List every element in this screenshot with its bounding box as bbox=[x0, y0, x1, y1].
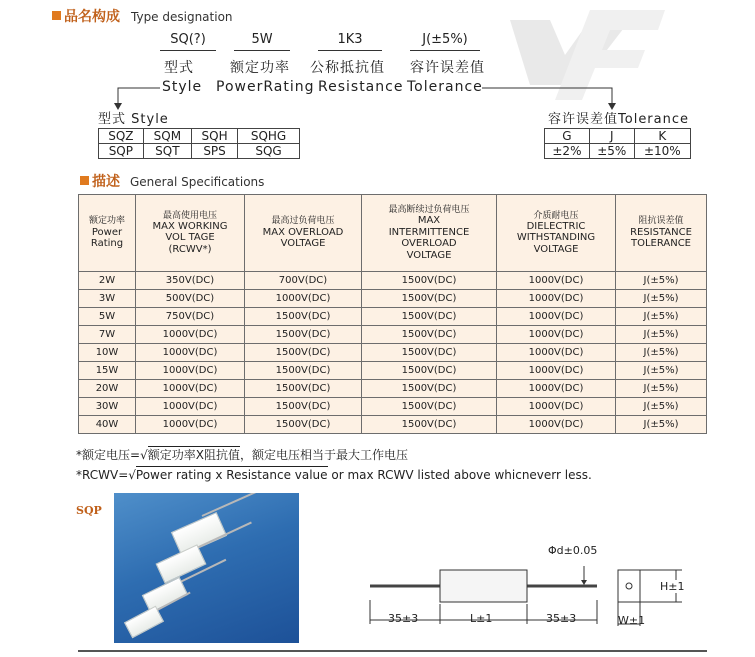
code-resistance: 1K3 bbox=[337, 32, 363, 47]
table-cell: SQHG bbox=[238, 129, 300, 144]
note-rated-voltage bbox=[76, 446, 408, 463]
table-row bbox=[79, 272, 707, 290]
table-cell: 1000V(DC) bbox=[136, 326, 245, 344]
header-cn: 阻抗误差值 bbox=[638, 216, 684, 227]
label-tolerance-cn: 容许误差值 bbox=[410, 60, 485, 76]
table-cell: 1500V(DC) bbox=[245, 326, 362, 344]
table-row bbox=[79, 308, 707, 326]
body-width: W±1 bbox=[618, 614, 646, 627]
table-row bbox=[545, 144, 691, 159]
lead-diameter-label: Φd±0.05 bbox=[548, 544, 598, 557]
table-cell: 1500V(DC) bbox=[362, 344, 497, 362]
label-power-cn: 额定功率 bbox=[230, 60, 290, 76]
table-cell: 1500V(DC) bbox=[362, 272, 497, 290]
table-cell: SQP bbox=[99, 144, 144, 159]
table-cell: 1000V(DC) bbox=[136, 380, 245, 398]
body-length: L±1 bbox=[470, 612, 493, 625]
header-en: RESISTANCE bbox=[630, 226, 692, 238]
table-cell: 750V(DC) bbox=[136, 308, 245, 326]
header-en: (RCWV*) bbox=[168, 243, 212, 255]
table-cell: 2W bbox=[79, 272, 136, 290]
table-cell: 1500V(DC) bbox=[245, 344, 362, 362]
table-cell: J(±5%) bbox=[616, 290, 707, 308]
table-cell: SQM bbox=[143, 129, 191, 144]
label-tolerance-en: Tolerance bbox=[407, 79, 483, 95]
table-cell: 1500V(DC) bbox=[362, 416, 497, 434]
table-cell: 3W bbox=[79, 290, 136, 308]
table-cell: 1500V(DC) bbox=[245, 380, 362, 398]
table-cell: 1500V(DC) bbox=[245, 308, 362, 326]
table-cell: 1000V(DC) bbox=[136, 362, 245, 380]
table-row bbox=[79, 290, 707, 308]
sqrt-icon: √ bbox=[128, 468, 136, 482]
style-table bbox=[98, 128, 300, 159]
table-row bbox=[545, 129, 691, 144]
table-cell: 1500V(DC) bbox=[362, 398, 497, 416]
specifications-body bbox=[79, 272, 707, 434]
table-cell: 30W bbox=[79, 398, 136, 416]
table-cell: 40W bbox=[79, 416, 136, 434]
table-cell: SQZ bbox=[99, 129, 144, 144]
header-max-working-voltage bbox=[136, 195, 245, 272]
table-cell: J(±5%) bbox=[616, 308, 707, 326]
bottom-rule bbox=[78, 650, 707, 652]
right-lead-length: 35±3 bbox=[546, 612, 577, 625]
table-cell: SQT bbox=[143, 144, 191, 159]
type-designation-title-cn: 品名构成 bbox=[64, 9, 120, 25]
tolerance-title bbox=[548, 108, 689, 127]
header-en: VOL TAGE bbox=[165, 232, 215, 244]
code-tolerance: J(±5%) bbox=[422, 32, 468, 47]
table-row bbox=[79, 344, 707, 362]
header-en: VOLTAGE bbox=[406, 249, 452, 261]
table-cell: 350V(DC) bbox=[136, 272, 245, 290]
tolerance-title-cn: 容许误差值 bbox=[548, 112, 619, 127]
note1-suffix: ，额定电压相当于最大工作电压 bbox=[239, 448, 408, 462]
left-lead-length: 35±3 bbox=[388, 612, 419, 625]
table-cell: 1000V(DC) bbox=[497, 362, 616, 380]
header-en: MAX WORKING bbox=[152, 220, 228, 232]
table-cell: J(±5%) bbox=[616, 362, 707, 380]
header-cn: 最高过负荷电压 bbox=[271, 216, 335, 227]
header-resistance-tolerance bbox=[616, 195, 707, 272]
table-cell: ±10% bbox=[634, 144, 690, 159]
label-resistance-en: Resistance bbox=[318, 79, 404, 95]
header-max-overload-voltage bbox=[245, 195, 362, 272]
header-cn: 最高断续过负荷电压 bbox=[388, 204, 470, 215]
table-row bbox=[99, 144, 300, 159]
specs-title-cn: 描述 bbox=[92, 174, 120, 190]
table-cell: 1500V(DC) bbox=[362, 362, 497, 380]
table-cell: 1500V(DC) bbox=[362, 326, 497, 344]
header-en: WITHSTANDING bbox=[516, 232, 596, 244]
table-row bbox=[79, 398, 707, 416]
header-cn: 介质耐电压 bbox=[533, 210, 579, 221]
header-en: MAX bbox=[417, 215, 441, 227]
table-cell: 1000V(DC) bbox=[497, 272, 616, 290]
table-cell: K bbox=[634, 129, 690, 144]
note2-radicand: Power rating x Resistance value bbox=[135, 468, 328, 482]
table-header-row bbox=[79, 195, 707, 272]
note2-suffix: or max RCWV listed above whicneverr less. bbox=[327, 468, 592, 482]
label-style-cn: 型式 bbox=[164, 60, 194, 76]
table-cell: 5W bbox=[79, 308, 136, 326]
table-cell: 1000V(DC) bbox=[497, 344, 616, 362]
table-cell: J(±5%) bbox=[616, 380, 707, 398]
tolerance-title-en: Tolerance bbox=[618, 112, 690, 127]
table-cell: 1000V(DC) bbox=[497, 326, 616, 344]
code-style: SQ(?) bbox=[170, 32, 206, 47]
table-cell: 500V(DC) bbox=[136, 290, 245, 308]
header-en: INTERMITTENCE bbox=[388, 226, 470, 238]
header-cn: 最高使用电压 bbox=[162, 210, 217, 221]
table-cell: 1000V(DC) bbox=[497, 290, 616, 308]
table-row bbox=[79, 416, 707, 434]
table-cell: 10W bbox=[79, 344, 136, 362]
note1-prefix: *额定电压= bbox=[76, 448, 141, 462]
table-cell: 1500V(DC) bbox=[362, 308, 497, 326]
header-en: VOLTAGE bbox=[533, 243, 579, 255]
table-cell: 1000V(DC) bbox=[245, 290, 362, 308]
sqp-label: SQP bbox=[76, 504, 102, 517]
table-cell: 15W bbox=[79, 362, 136, 380]
style-title bbox=[98, 108, 169, 127]
label-resistance-cn: 公称抵抗值 bbox=[310, 60, 385, 76]
code-power: 5W bbox=[251, 32, 273, 47]
table-cell: 1500V(DC) bbox=[362, 290, 497, 308]
table-cell: 20W bbox=[79, 380, 136, 398]
table-cell: J(±5%) bbox=[616, 416, 707, 434]
table-cell: 1000V(DC) bbox=[497, 380, 616, 398]
sqrt-icon: √ bbox=[140, 448, 148, 462]
table-cell: G bbox=[545, 129, 590, 144]
table-cell: 1000V(DC) bbox=[497, 416, 616, 434]
header-en: TOLERANCE bbox=[630, 238, 692, 250]
table-cell: 1500V(DC) bbox=[245, 416, 362, 434]
table-cell: 1500V(DC) bbox=[245, 398, 362, 416]
note1-radicand: 额定功率X阻抗值 bbox=[147, 448, 240, 462]
table-cell: 1000V(DC) bbox=[497, 398, 616, 416]
table-cell: SQH bbox=[192, 129, 238, 144]
table-cell: SPS bbox=[192, 144, 238, 159]
specifications-table bbox=[78, 194, 707, 434]
header-max-intermittence-voltage bbox=[362, 195, 497, 272]
resistor-body bbox=[124, 606, 164, 639]
table-cell: 1000V(DC) bbox=[497, 308, 616, 326]
table-cell: 1000V(DC) bbox=[136, 398, 245, 416]
table-cell: J(±5%) bbox=[616, 398, 707, 416]
table-cell: J(±5%) bbox=[616, 344, 707, 362]
table-row bbox=[79, 362, 707, 380]
section-marker-icon bbox=[80, 176, 89, 185]
specs-title-en: General Specifications bbox=[130, 175, 265, 189]
header-cn: 额定功率 bbox=[88, 216, 125, 227]
note2-prefix: *RCWV= bbox=[76, 468, 129, 482]
tolerance-table bbox=[544, 128, 691, 159]
header-en: Power bbox=[91, 226, 123, 238]
table-cell: 1500V(DC) bbox=[362, 380, 497, 398]
style-title-cn: 型式 bbox=[98, 112, 127, 127]
label-power-en: PowerRating bbox=[216, 79, 315, 95]
table-cell: J bbox=[589, 129, 634, 144]
table-cell: ±2% bbox=[545, 144, 590, 159]
header-power-rating bbox=[79, 195, 136, 272]
table-cell: 1000V(DC) bbox=[136, 416, 245, 434]
body-height: H±1 bbox=[660, 580, 685, 593]
style-title-en: Style bbox=[131, 112, 169, 127]
dimension-diagram bbox=[360, 540, 700, 640]
table-cell: ±5% bbox=[589, 144, 634, 159]
header-en: MAX OVERLOAD bbox=[262, 226, 344, 238]
table-cell: 7W bbox=[79, 326, 136, 344]
header-dielectric-voltage bbox=[497, 195, 616, 272]
table-cell: 700V(DC) bbox=[245, 272, 362, 290]
note-rcwv bbox=[76, 468, 592, 482]
label-style-en: Style bbox=[162, 79, 203, 95]
table-cell: SQG bbox=[238, 144, 300, 159]
header-en: VOLTAGE bbox=[280, 238, 326, 250]
table-cell: J(±5%) bbox=[616, 326, 707, 344]
header-en: DIELECTRIC bbox=[526, 220, 586, 232]
table-row bbox=[79, 326, 707, 344]
table-row bbox=[79, 380, 707, 398]
table-cell: 1000V(DC) bbox=[136, 344, 245, 362]
table-row bbox=[99, 129, 300, 144]
header-en: OVERLOAD bbox=[401, 238, 457, 250]
header-en: Rating bbox=[90, 238, 124, 250]
type-designation-title-en: Type designation bbox=[131, 10, 233, 24]
product-photo bbox=[114, 493, 299, 643]
table-cell: 1500V(DC) bbox=[245, 362, 362, 380]
table-cell: J(±5%) bbox=[616, 272, 707, 290]
